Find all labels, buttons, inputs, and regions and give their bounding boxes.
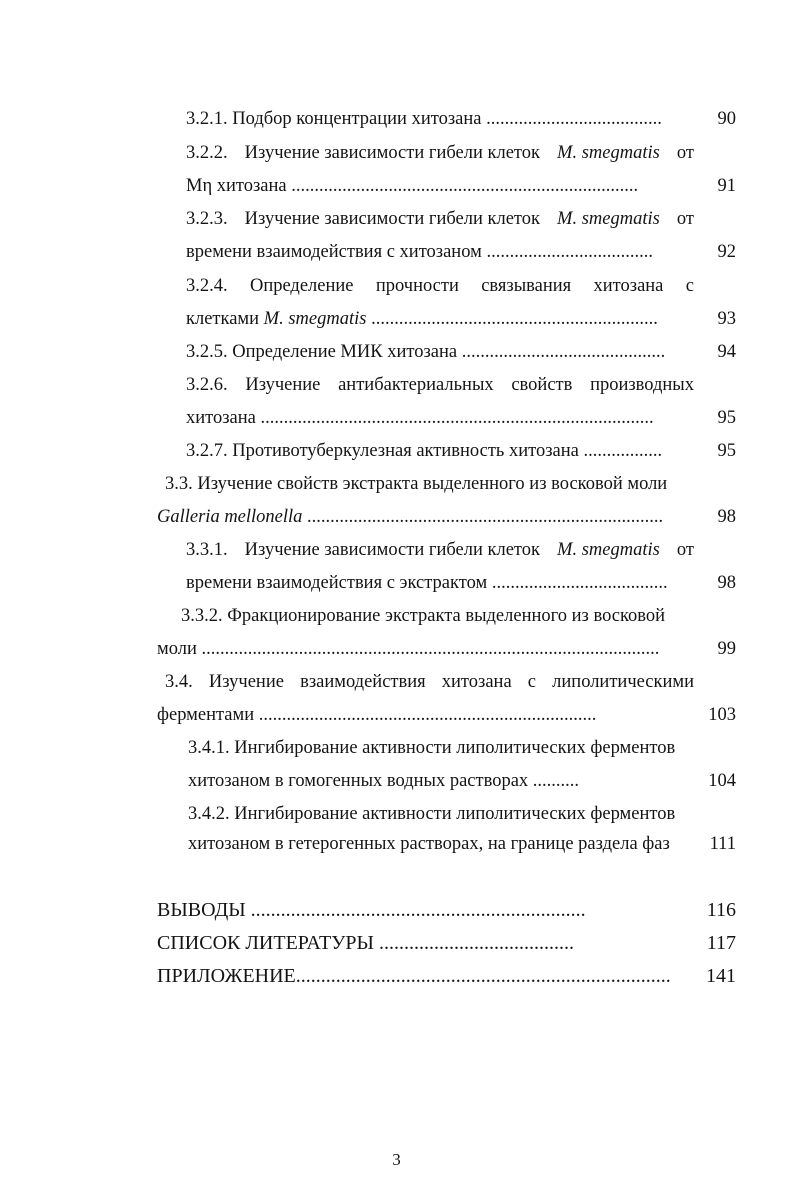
toc-title: Ингибирование активности липолитических ферментов xyxy=(234,738,676,758)
toc-title-part: от xyxy=(676,143,694,163)
toc-leader: ......................................................................... xyxy=(254,705,597,725)
toc-entry-3-2-6 xyxy=(186,372,694,398)
toc-leader: ........................................................................... xyxy=(295,965,671,987)
toc-title: ферментами xyxy=(157,705,255,725)
toc-page: 98 xyxy=(717,507,736,527)
toc-leader: .................................... xyxy=(481,242,653,262)
toc-page: 92 xyxy=(717,242,736,262)
toc-entry-3-2-5 xyxy=(186,339,686,365)
toc-word: антибактериальных xyxy=(338,375,494,395)
toc-title-part: от xyxy=(676,540,694,560)
toc-word: с xyxy=(685,276,694,296)
toc-title: времени взаимодействия с экстрактом xyxy=(186,573,488,593)
toc-num: 3.3.2. xyxy=(181,606,223,626)
toc-title-part: клетками xyxy=(186,309,264,329)
toc-num: 3.3. xyxy=(165,474,193,494)
toc-entry-continuation xyxy=(157,636,687,662)
toc-entry-3-2-2 xyxy=(186,140,694,166)
toc-page: 95 xyxy=(717,408,736,428)
toc-word: производных xyxy=(590,375,694,395)
toc-entry-continuation xyxy=(186,405,686,431)
toc-page: 95 xyxy=(717,441,736,461)
toc-num: 3.4.2. xyxy=(188,804,230,824)
toc-num: 3.4.1. xyxy=(188,738,230,758)
toc-leader: ............................................ xyxy=(457,342,666,362)
toc-leader: ................................................................... xyxy=(245,899,586,921)
toc-title: Определение МИК хитозана xyxy=(232,342,458,362)
toc-title: моли xyxy=(157,639,197,659)
toc-entry-3-4-1 xyxy=(188,735,694,761)
toc-page: 91 xyxy=(717,176,736,196)
toc-species: M. smegmatis xyxy=(557,209,660,229)
toc-num: 3.2.7. xyxy=(186,441,228,461)
toc-num: 3.2.3. xyxy=(186,209,228,229)
toc-word: Определение xyxy=(249,276,354,296)
toc-entry-3-2-1 xyxy=(186,106,686,132)
toc-title-part: Изучение зависимости гибели клеток xyxy=(244,540,540,560)
toc-entry-3-3-1 xyxy=(186,537,694,563)
toc-page: 98 xyxy=(717,573,736,593)
section-conclusions xyxy=(157,897,679,923)
section-title: СПИСОК ЛИТЕРАТУРЫ xyxy=(157,932,374,954)
toc-entry-continuation xyxy=(188,768,686,794)
toc-title-part: Изучение зависимости гибели клеток xyxy=(244,209,540,229)
toc-title: хитозаном в гетерогенных растворах, на границе раздела фаз xyxy=(188,834,670,854)
toc-leader: .......... xyxy=(528,771,580,791)
toc-species: M. smegmatis xyxy=(557,540,660,560)
toc-num: 3.2.1. xyxy=(186,109,228,129)
page-number: 3 xyxy=(392,1150,401,1169)
toc-entry-continuation xyxy=(186,570,686,596)
toc-title: хитозана xyxy=(186,408,256,428)
section-page: 141 xyxy=(706,965,736,987)
toc-species: M. smegmatis xyxy=(557,143,660,163)
toc-page: 111 xyxy=(709,834,736,854)
toc-word: Изучение xyxy=(245,375,321,395)
toc-word: с xyxy=(527,672,537,692)
toc-leader: .............................................................. xyxy=(366,309,658,329)
toc-title-part: Изучение зависимости гибели клеток xyxy=(244,143,540,163)
toc-word: прочности xyxy=(375,276,459,296)
toc-word: взаимодействия xyxy=(300,672,426,692)
toc-entry-3-4 xyxy=(165,669,694,695)
toc-page: 99 xyxy=(717,639,736,659)
toc-word: липолитическими xyxy=(552,672,694,692)
toc-entry-continuation xyxy=(186,173,686,199)
toc-num: 3.2.2. xyxy=(186,143,228,163)
toc-entry-3-2-4 xyxy=(186,273,694,299)
toc-num: 3.2.6. xyxy=(186,375,228,395)
toc-page: 94 xyxy=(717,342,736,362)
toc-species: Galleria mellonella xyxy=(157,507,303,527)
toc-leader: ................. xyxy=(578,441,663,461)
toc-entry-3-2-7 xyxy=(186,438,686,464)
toc-num: 3.4. xyxy=(165,672,193,692)
toc-entry-continuation xyxy=(157,504,687,530)
toc-entry-continuation xyxy=(186,306,686,332)
toc-page: 93 xyxy=(717,309,736,329)
toc-title: Фракционирование экстракта выделенного из восковой xyxy=(227,606,666,626)
toc-title-part: от xyxy=(676,209,694,229)
section-references xyxy=(157,930,679,956)
toc-entry-continuation xyxy=(157,702,687,728)
toc-title: Mη хитозана xyxy=(186,176,287,196)
section-appendix xyxy=(157,963,679,989)
toc-num: 3.2.5. xyxy=(186,342,228,362)
toc-word: Изучение xyxy=(208,672,284,692)
toc-entry-continuation xyxy=(186,239,686,265)
toc-leader: ................................................................................................... xyxy=(196,639,660,659)
toc-num: 3.2.4. xyxy=(186,276,228,296)
toc-num: 3.3.1. xyxy=(186,540,228,560)
toc-page: 103 xyxy=(708,705,736,725)
toc-leader: ............................................................................. xyxy=(302,507,664,527)
section-title: ВЫВОДЫ xyxy=(157,899,246,921)
toc-word: хитозана xyxy=(441,672,512,692)
section-title: ПРИЛОЖЕНИЕ xyxy=(157,965,296,987)
toc-title: времени взаимодействия с хитозаном xyxy=(186,242,482,262)
toc-entry-3-3-2 xyxy=(181,603,694,629)
toc-leader: ....................................... xyxy=(373,932,574,954)
toc-word: свойств xyxy=(511,375,573,395)
toc-entry-continuation xyxy=(188,831,686,857)
toc-word: хитозана xyxy=(593,276,664,296)
toc-leader: ...................................... xyxy=(487,573,668,593)
toc-title: хитозаном в гомогенных водных растворах xyxy=(188,771,529,791)
toc-title: Ингибирование активности липолитических ферментов xyxy=(234,804,676,824)
toc-entry-3-2-3 xyxy=(186,206,694,232)
toc-title: Противотуберкулезная активность хитозана xyxy=(232,441,579,461)
section-page: 117 xyxy=(706,932,736,954)
toc-entry-3-3 xyxy=(165,471,695,497)
toc-leader: ...................................... xyxy=(481,109,662,129)
toc-page: 104 xyxy=(708,771,736,791)
toc-leader: ..................................................................................... xyxy=(255,408,654,428)
toc-page: 90 xyxy=(717,109,736,129)
toc-title: Подбор концентрации хитозана xyxy=(232,109,482,129)
toc-species: M. smegmatis xyxy=(263,309,367,329)
toc-leader: ........................................................................... xyxy=(286,176,639,196)
toc-word: связывания xyxy=(481,276,572,296)
toc-title: Изучение свойств экстракта выделенного из восковой моли xyxy=(197,474,668,494)
section-page: 116 xyxy=(706,899,736,921)
toc-entry-3-4-2 xyxy=(188,801,694,827)
